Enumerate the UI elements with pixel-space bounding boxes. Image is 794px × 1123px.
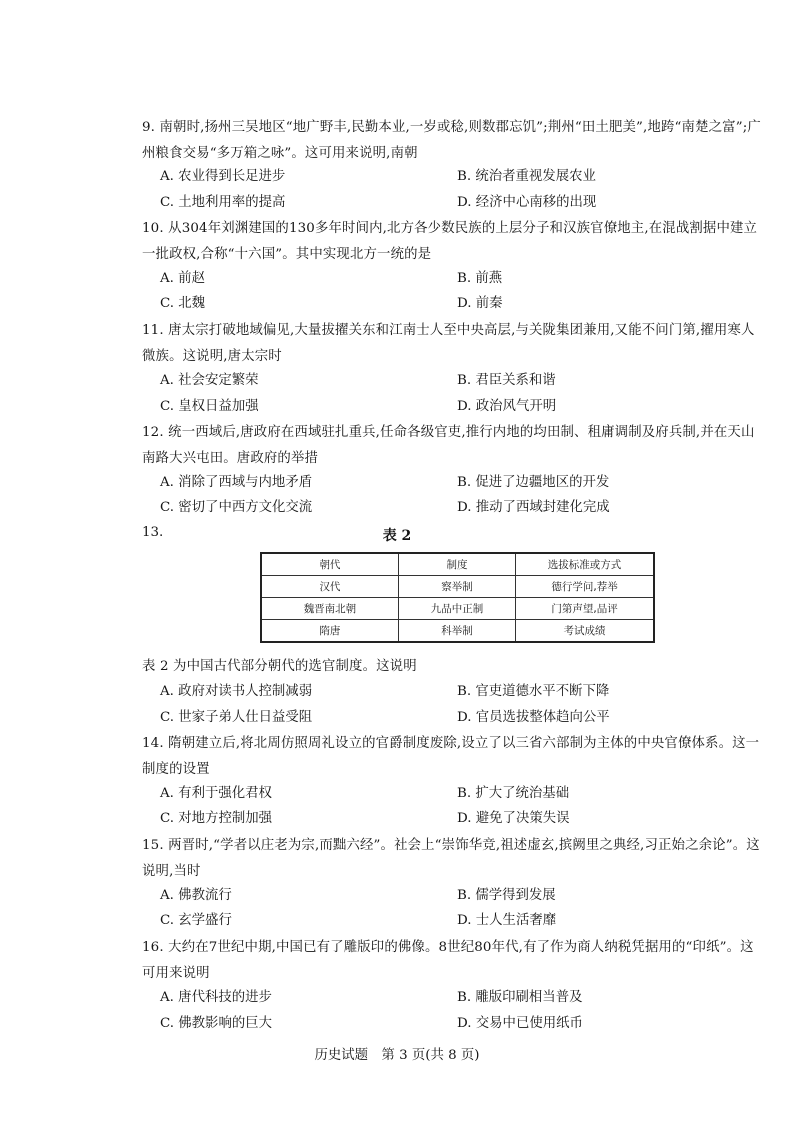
question-14-option-c: C. 对地方控制加强: [160, 811, 273, 826]
question-15-option-c: C. 玄学盛行: [160, 913, 232, 928]
question-9-stem: 9. 南朝时,扬州三吴地区“地广野丰,民勤本业,一岁或稔,则数郡忘饥”;荆州“田土肥美”,地跨“南楚之富”;广州粮食交易“多万箱之咏”。这可用来说明,南朝: [142, 120, 761, 161]
question-12-option-d: D. 推动了西域封建化完成: [457, 500, 610, 515]
question-10-option-a: A. 前赵: [160, 271, 205, 286]
question-12-option-c: C. 密切了中西方文化交流: [160, 500, 313, 515]
question-13-number: 13.: [142, 525, 164, 540]
table-row: [261, 620, 654, 643]
table-cell: 德行学问,荐举: [516, 576, 654, 598]
question-15-option-b: B. 儒学得到发展: [457, 888, 556, 903]
question-9-option-b: B. 统治者重视发展农业: [457, 169, 596, 184]
question-14-option-a: A. 有利于强化君权: [160, 786, 272, 801]
question-12-stem: 12. 统一西域后,唐政府在西域驻扎重兵,任命各级官吏,推行内地的均田制、租庸调制及府兵制,并在天山南路大兴屯田。唐政府的举措: [142, 425, 755, 466]
table-cell: 制度: [398, 553, 515, 576]
question-11-option-d: D. 政治风气开明: [457, 399, 557, 414]
question-16-option-b: B. 雕版印刷相当普及: [457, 990, 583, 1005]
table-cell: 科举制: [398, 620, 515, 643]
question-11-option-c: C. 皇权日益加强: [160, 399, 259, 414]
question-16-option-d: D. 交易中已使用纸币: [457, 1016, 583, 1031]
question-13-stem: 表 2 为中国古代部分朝代的选官制度。这说明: [142, 659, 417, 674]
table-cell: 选拔标准或方式: [516, 553, 654, 576]
table-caption: 表 2: [382, 528, 412, 544]
question-14-stem: 14. 隋朝建立后,将北周仿照周礼设立的官爵制度废除,设立了以三省六部制为主体的中央官僚体系。这一制度的设置: [142, 736, 760, 777]
table-cell: 隋唐: [261, 620, 398, 643]
question-9-option-d: D. 经济中心南移的出现: [457, 195, 597, 210]
question-14-option-d: D. 避免了决策失误: [457, 811, 570, 826]
question-13-option-c: C. 世家子弟人仕日益受阻: [160, 710, 313, 725]
table-cell: 魏晋南北朝: [261, 598, 398, 620]
question-10-option-d: D. 前秦: [457, 296, 503, 311]
question-16-stem: 16. 大约在7世纪中期,中国已有了雕版印的佛像。8世纪80年代,有了作为商人纳税凭据用的“印纸”。这可用来说明: [142, 940, 754, 981]
table-row: [261, 553, 654, 576]
question-9-option-a: A. 农业得到长足进步: [160, 169, 286, 184]
table-cell: 汉代: [261, 576, 398, 598]
question-15-option-d: D. 士人生活奢靡: [457, 913, 557, 928]
question-14-option-b: B. 扩大了统治基础: [457, 786, 570, 801]
question-16-option-a: A. 唐代科技的进步: [160, 990, 272, 1005]
table-row: [261, 598, 654, 620]
question-15-option-a: A. 佛教流行: [160, 888, 232, 903]
selection-system-table: [260, 552, 655, 643]
question-13-option-b: B. 官吏道德水平不断下降: [457, 684, 610, 699]
question-12-option-a: A. 消除了西域与内地矛盾: [160, 475, 313, 490]
table-cell: 考试成绩: [516, 620, 654, 643]
question-13-option-d: D. 官员选拔整体趋向公平: [457, 710, 610, 725]
question-12-option-b: B. 促进了边疆地区的开发: [457, 475, 610, 490]
table-cell: 朝代: [261, 553, 398, 576]
table-cell: 察举制: [398, 576, 515, 598]
question-11-stem: 11. 唐太宗打破地域偏见,大量拔擢关东和江南士人至中央高层,与关陇集团兼用,又能不问门第,擢用寒人微族。这说明,唐太宗时: [142, 323, 755, 364]
question-10-stem: 10. 从304年刘渊建国的130多年时间内,北方各少数民族的上层分子和汉族官僚地主,在混战割据中建立一批政权,合称“十六国”。其中实现北方一统的是: [142, 221, 758, 262]
table-row: [261, 576, 654, 598]
question-16-option-c: C. 佛教影响的巨大: [160, 1016, 273, 1031]
question-10-option-b: B. 前燕: [457, 271, 503, 286]
table-cell: 门第声望,品评: [516, 598, 654, 620]
question-13-option-a: A. 政府对读书人控制减弱: [160, 684, 313, 699]
question-11-option-a: A. 社会安定繁荣: [160, 373, 259, 388]
question-15-stem: 15. 两晋时,“学者以庄老为宗,而黜六经”。社会上“崇饰华竞,祖述虚玄,摈阙里之典经,习正始之余论”。这说明,当时: [142, 838, 760, 879]
page-footer: 历史试题 第 3 页(共 8 页): [314, 1048, 480, 1063]
question-10-option-c: C. 北魏: [160, 296, 206, 311]
question-11-option-b: B. 君臣关系和谐: [457, 373, 556, 388]
question-9-option-c: C. 土地利用率的提高: [160, 195, 286, 210]
table-cell: 九品中正制: [398, 598, 515, 620]
